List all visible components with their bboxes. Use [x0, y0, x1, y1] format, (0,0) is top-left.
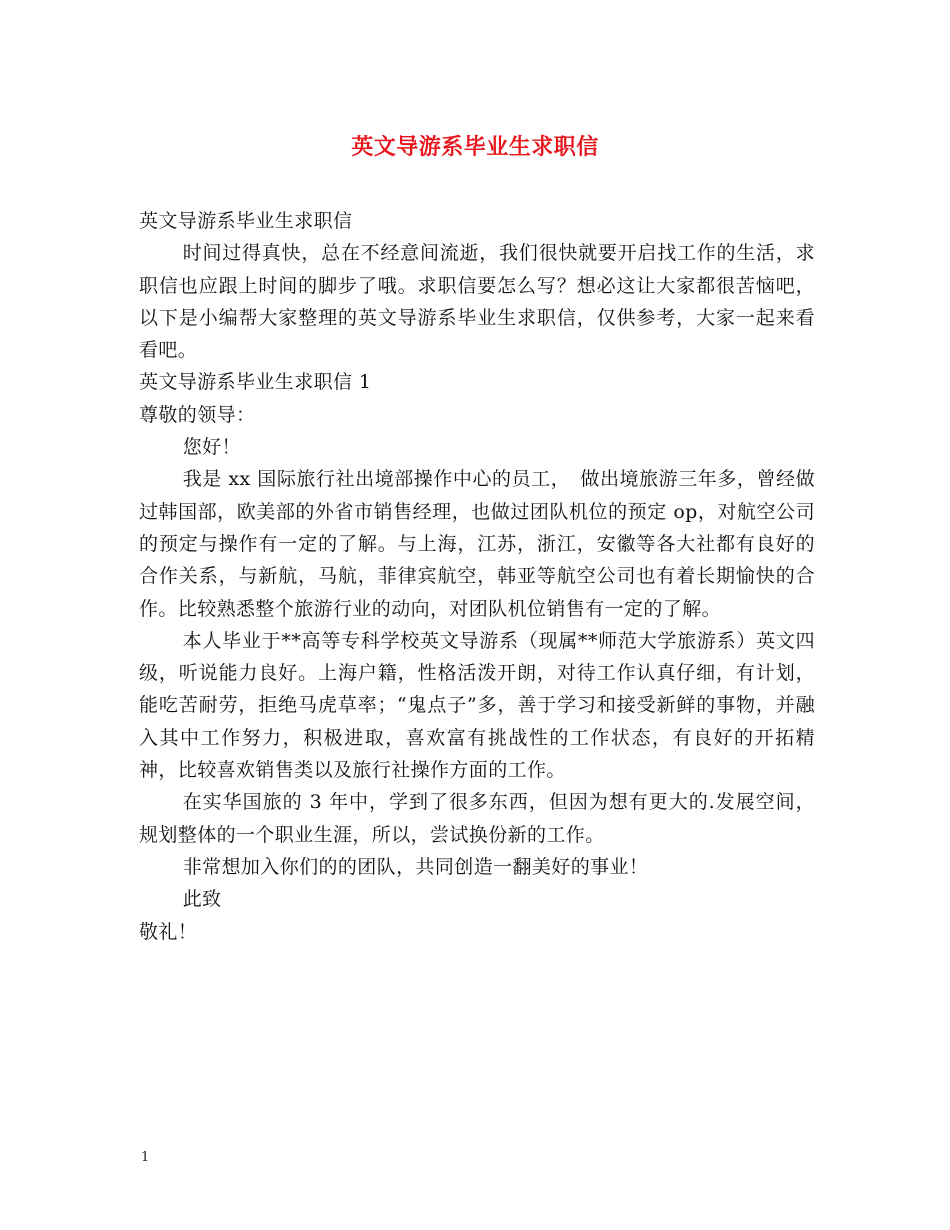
closing-line: 此致 [182, 888, 222, 911]
heading-line: 英文导游系毕业生求职信 [139, 210, 353, 232]
page-number: 1 [141, 1150, 150, 1165]
body-paragraph-4: 非常想加入你们的的团队，共同创造一翻美好的事业！ [182, 855, 649, 878]
greeting: 您好！ [182, 436, 241, 459]
section-title: 英文导游系毕业生求职信 1 [139, 371, 372, 394]
body-paragraph-2: 本人毕业于**高等专科学校英文导游系（现属**师范大学旅游系）英文四级，听说能力良好。上海户籍，性格活泼开朗，对待工作认真仔细，有计划，能吃苦耐劳，拒绝马虎草率；“鬼点子”多，善于学习和接受新鲜的事物，并融入其中工作努力，积极进取，喜欢富有挑战性的工作状态，有良好的开拓精神，比较喜欢销售类以及旅行社操作方面的工作。 [139, 629, 815, 782]
intro-paragraph: 时间过得真快，总在不经意间流逝，我们很快就要开启找工作的生活，求职信也应跟上时间的脚步了哦。求职信要怎么写？想必这让大家都很苦恼吧，以下是小编帮大家整理的英文导游系毕业生求职信，仅供参考，大家一起来看看吧。 [139, 242, 815, 362]
body-paragraph-3: 在实华国旅的 3 年中，学到了很多东西，但因为想有更大的.发展空间，规划整体的一个职业生涯，所以，尝试换份新的工作。 [139, 791, 815, 846]
regards-line: 敬礼！ [139, 920, 198, 943]
document-title: 英文导游系毕业生求职信 [351, 134, 599, 160]
salutation: 尊敬的领导： [139, 403, 256, 426]
body-paragraph-1: 我是 xx 国际旅行社出境部操作中心的员工， 做出境旅游三年多，曾经做过韩国部，欧美部的外省市销售经理，也做过团队机位的预定 op，对航空公司的预定与操作有一定的了解。与上海，江苏，浙江，安徽等各大社都有良好的合作关系，与新航，马航，菲律宾航空，韩亚等航空公司也有着长期愉快的合作。比较熟悉整个旅游行业的动向，对团队机位销售有一定的了解。 [139, 468, 815, 620]
document-body [139, 205, 815, 948]
